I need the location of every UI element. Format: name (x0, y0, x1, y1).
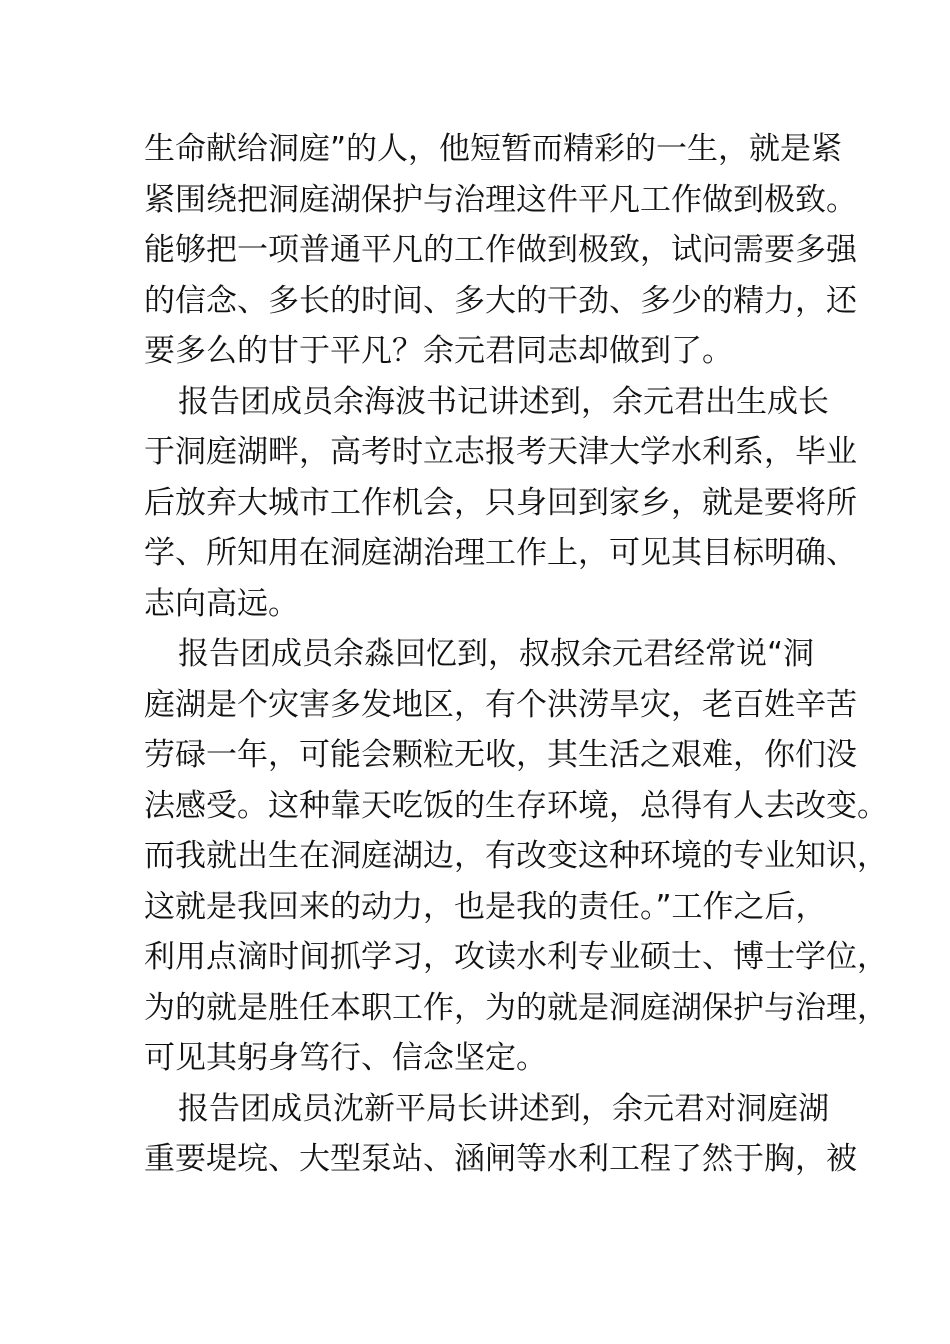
text-line: 重要堤垸、大型泵站、涵闸等水利工程了然于胸，被 (144, 1141, 857, 1177)
text-line: 而我就出生在洞庭湖边，有改变这种环境的专业知识， (144, 838, 888, 874)
text-line: 志向高远。 (144, 585, 299, 622)
text-line: 学、所知用在洞庭湖治理工作上，可见其目标明确、 (144, 535, 857, 571)
text-line: 于洞庭湖畔，高考时立志报考天津大学水利系，毕业 (144, 434, 857, 470)
text-line: 能够把一项普通平凡的工作做到极致，试问需要多强 (144, 232, 857, 268)
text-line: 报告团成员余淼回忆到，叔叔余元君经常说“洞 (178, 636, 815, 672)
text-line: 后放弃大城市工作机会，只身回到家乡，就是要将所 (144, 484, 857, 521)
text-line: 报告团成员余海波书记讲述到，余元君出生成长 (178, 383, 829, 420)
text-line: 报告团成员沈新平局长讲述到，余元君对洞庭湖 (178, 1090, 829, 1127)
text-line: 的信念、多长的时间、多大的干劲、多少的精力，还 (144, 282, 857, 319)
text-line: 法感受。这种靠天吃饭的生存环境，总得有人去改变。 (144, 787, 888, 824)
paragraph-1 (144, 124, 857, 377)
text-line: 紧围绕把洞庭湖保护与治理这件平凡工作做到极致。 (144, 181, 857, 218)
document-body (144, 124, 888, 1185)
paragraph-3 (144, 629, 888, 1084)
text-line: 生命献给洞庭”的人，他短暂而精彩的一生，就是紧 (144, 131, 843, 167)
text-line: 劳碌一年，可能会颗粒无收，其生活之艰难，你们没 (144, 737, 857, 773)
paragraph-4 (144, 1084, 857, 1185)
text-line: 利用点滴时间抓学习，攻读水利专业硕士、博士学位， (144, 939, 888, 975)
text-line: 庭湖是个灾害多发地区，有个洪涝旱灾，老百姓辛苦 (144, 686, 857, 723)
text-line: 要多么的甘于平凡？余元君同志却做到了。 (144, 333, 733, 369)
text-line: 为的就是胜任本职工作，为的就是洞庭湖保护与治理， (144, 989, 888, 1026)
text-line: 可见其躬身笃行、信念坚定。 (144, 1040, 547, 1076)
text-line: 这就是我回来的动力，也是我的责任。”工作之后， (144, 888, 827, 925)
paragraph-2 (144, 377, 857, 630)
